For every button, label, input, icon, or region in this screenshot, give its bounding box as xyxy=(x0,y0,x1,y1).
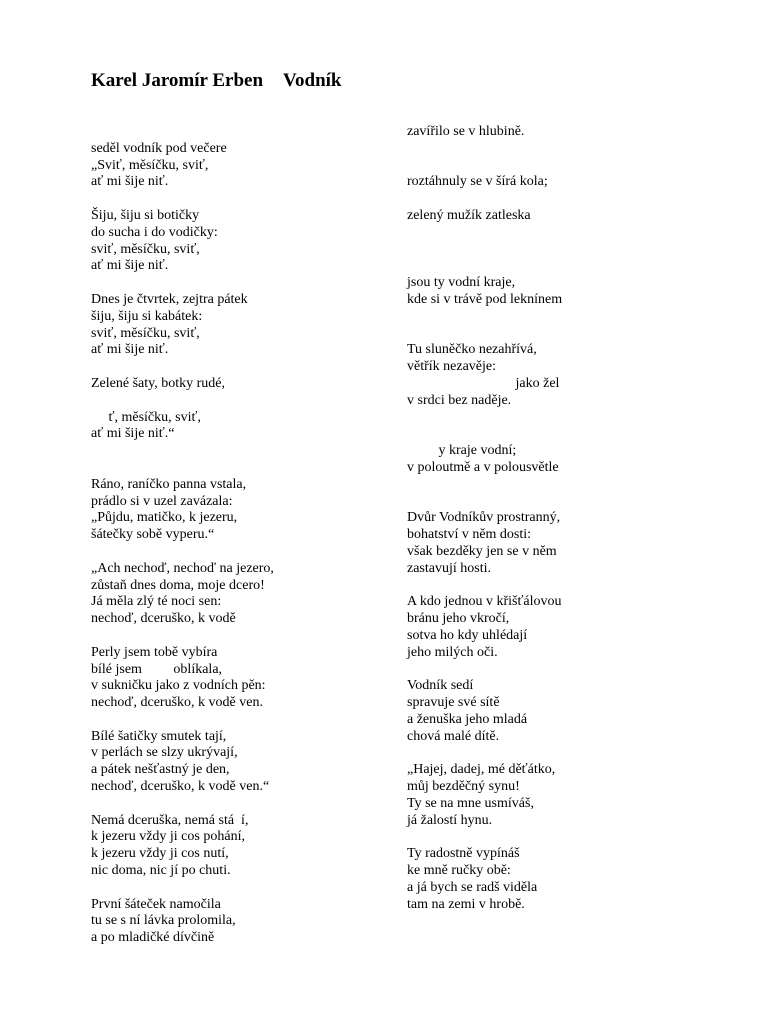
poem-line: chová malé dítě. xyxy=(407,728,500,744)
poem-line xyxy=(407,242,737,259)
poem-line: tu se s ní lávka prolomila, xyxy=(91,913,236,929)
poem-line xyxy=(91,628,421,645)
poem-line: Ty se na mne usmíváš, xyxy=(407,795,534,811)
poem-line: bílé jsem oblíkala, xyxy=(91,661,223,677)
poem-line: „Půjdu, matičko, k jezeru, xyxy=(91,510,238,526)
poem-line: větřík nezavěje: xyxy=(407,359,497,375)
poem-line: bohatství v něm dosti: xyxy=(407,527,532,543)
poem-line xyxy=(407,225,737,242)
poem-line: Tu sluněčko nezahřívá, xyxy=(407,342,537,358)
poem-line: nechoď, dceruško, k vodě ven. xyxy=(91,695,263,711)
poem-line: Vodník sedí xyxy=(407,678,474,694)
poem-line xyxy=(91,443,421,460)
poem-line: „Hajej, dadej, mé děťátko, xyxy=(407,762,556,778)
poem-line: však bezděky jen se v něm xyxy=(407,543,557,559)
poem-line: já žalostí hynu. xyxy=(407,812,493,828)
poem-line xyxy=(407,141,737,158)
poem-line: ť, měsíčku, sviť, xyxy=(91,409,201,425)
poem-line: nechoď, dceruško, k vodě ven.“ xyxy=(91,779,270,795)
poem-line: Ráno, raníčko panna vstala, xyxy=(91,476,247,492)
poem-line: šátečky sobě vyperu.“ xyxy=(91,527,215,543)
poem-line: Já měla zlý té noci sen: xyxy=(91,594,222,610)
poem-line: spravuje své sítě xyxy=(407,695,500,711)
author-name: Karel Jaromír Erben xyxy=(91,70,264,91)
poem-line: Dnes je čtvrtek, zejtra pátek xyxy=(91,291,248,307)
poem-line xyxy=(91,359,421,376)
poem-line: „Ach nechoď, nechoď na jezero, xyxy=(91,560,274,576)
poem-line: Perly jsem tobě vybíra xyxy=(91,644,218,660)
right-column xyxy=(407,124,737,913)
poem-line xyxy=(91,796,421,813)
poem-line xyxy=(91,880,421,897)
poem-line: šiju, šiju si kabátek: xyxy=(91,308,203,324)
poem-line: Zelené šaty, botky rudé, xyxy=(91,375,225,391)
poem-line: První šáteček namočila xyxy=(91,896,221,912)
poem-line: A kdo jednou v křišťálovou xyxy=(407,594,562,610)
poem-line: zelený mužík zatleska xyxy=(407,207,531,223)
poem-line: k jezeru vždy ji cos nutí, xyxy=(91,846,229,862)
poem-line: roztáhnuly se v šírá kola; xyxy=(407,174,548,190)
poem-line: zavířilo se v hlubině. xyxy=(407,124,525,139)
poem-line: Šiju, šiju si botičky xyxy=(91,207,200,223)
poem-line xyxy=(91,460,421,477)
poem-line: jeho milých oči. xyxy=(407,644,498,660)
poem-line: jsou ty vodní kraje, xyxy=(407,275,516,291)
poem-line xyxy=(407,309,737,326)
poem-line: tam na zemi v hrobě. xyxy=(407,896,525,912)
poem-line: Nemá dceruška, nemá stá í, xyxy=(91,812,249,828)
poem-line: „Sviť, měsíčku, sviť, xyxy=(91,157,209,173)
poem-line: k jezeru vždy ji cos pohání, xyxy=(91,829,245,845)
poem-line: a po mladičké dívčině xyxy=(91,930,215,946)
poem-line: ke mně ručky obě: xyxy=(407,863,511,879)
poem-line: můj bezděčný synu! xyxy=(407,779,520,795)
poem-line xyxy=(407,158,737,175)
poem-line xyxy=(407,326,737,343)
poem-line xyxy=(407,662,737,679)
poem-line: ať mi šije niť. xyxy=(91,342,169,358)
poem-line: kde si v trávě pod leknínem xyxy=(407,291,563,307)
poem-line: zůstaň dnes doma, moje dcero! xyxy=(91,577,265,593)
poem-line xyxy=(407,191,737,208)
poem-line: v poloutmě a v polousvětle xyxy=(407,459,559,475)
poem-line xyxy=(407,494,737,511)
poem-line: prádlo si v uzel zavázala: xyxy=(91,493,233,509)
poem-line: a pátek nešťastný je den, xyxy=(91,762,230,778)
poem-line xyxy=(407,258,737,275)
poem-line: sviť, měsíčku, sviť, xyxy=(91,241,200,257)
poem-line: y kraje vodní; xyxy=(407,443,517,459)
poem-line: do sucha i do vodičky: xyxy=(91,224,218,240)
poem-line: ať mi šije niť. xyxy=(91,174,169,190)
poem-line xyxy=(407,829,737,846)
left-column xyxy=(91,124,421,947)
poem-line: v perlách se slzy ukrývají, xyxy=(91,745,238,761)
poem-line: Ty radostně vypínáš xyxy=(407,846,520,862)
poem-line xyxy=(91,544,421,561)
poem-line: sotva ho kdy uhlédají xyxy=(407,627,528,643)
poem-line: v sukničku jako z vodních pěn: xyxy=(91,678,266,694)
poem-line xyxy=(407,410,737,427)
poem-line xyxy=(407,578,737,595)
poem-line: seděl vodník pod večere xyxy=(91,140,227,156)
poem-line: Bílé šatičky smutek tají, xyxy=(91,728,227,744)
page-title xyxy=(91,70,342,92)
poem-line: a já bych se radš viděla xyxy=(407,879,538,895)
poem-line: ať mi šije niť.“ xyxy=(91,426,175,442)
poem-line: a ženuška jeho mladá xyxy=(407,711,528,727)
poem-line xyxy=(407,426,737,443)
poem-line xyxy=(91,393,421,410)
poem-line xyxy=(91,124,421,141)
poem-line xyxy=(91,712,421,729)
poem-line xyxy=(91,275,421,292)
poem-line xyxy=(91,191,421,208)
poem-line: v srdci bez naděje. xyxy=(407,392,512,408)
poem-line: zastavují hosti. xyxy=(407,560,491,576)
poem-title: Vodník xyxy=(283,70,342,91)
poem-line: Dvůr Vodníkův prostranný, xyxy=(407,510,561,526)
poem-line: sviť, měsíčku, sviť, xyxy=(91,325,200,341)
poem-line xyxy=(407,477,737,494)
poem-line: ať mi šije niť. xyxy=(91,258,169,274)
poem-line: nic doma, nic jí po chuti. xyxy=(91,863,231,879)
poem-line: bránu jeho vkročí, xyxy=(407,611,510,627)
poem-line xyxy=(407,745,737,762)
poem-line: nechoď, dceruško, k vodě xyxy=(91,611,236,627)
poem-line: jako žel xyxy=(407,375,560,391)
